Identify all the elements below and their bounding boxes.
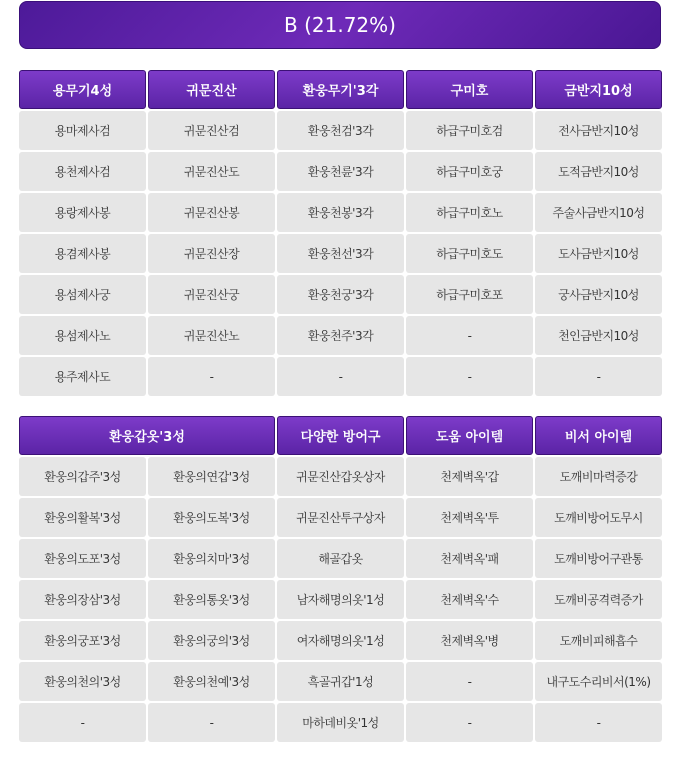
table-header: 환웅갑옷'3성 [19,416,275,455]
table-cell: 도사금반지10성 [535,234,662,273]
table-cell: - [406,662,533,701]
table-cell: 환웅천주'3각 [277,316,404,355]
table-cell: 용천제사검 [19,152,146,191]
table-cell: 환웅의궁포'3성 [19,621,146,660]
table-cell: 귀문진산장 [148,234,275,273]
table-cell: 용겸제사봉 [19,234,146,273]
table-cell: 귀문진산투구상자 [277,498,404,537]
table-cell: 천제벽옥'갑 [406,457,533,496]
table-cell: 천제벽옥'투 [406,498,533,537]
table-cell: 궁사금반지10성 [535,275,662,314]
table-cell: 천제벽옥'병 [406,621,533,660]
table-cell: 환웅천륜'3각 [277,152,404,191]
table-cell: 천제벽옥'수 [406,580,533,619]
table-cell: 환웅의도포'3성 [19,539,146,578]
item-table-weapons [19,70,662,396]
table-cell: 천인금반지10성 [535,316,662,355]
table-header: 도움 아이템 [406,416,533,455]
table-cell: 도깨비공격력증가 [535,580,662,619]
table-cell: 환웅천궁'3각 [277,275,404,314]
table-cell: 도깨비피해흡수 [535,621,662,660]
table-cell: 하급구미호포 [406,275,533,314]
tier-banner: B (21.72%) [19,1,661,49]
table-cell: - [535,357,662,396]
table-header: 다양한 방어구 [277,416,404,455]
table-cell: 해골갑옷 [277,539,404,578]
table-cell: 용섬제사궁 [19,275,146,314]
table-header: 비서 아이템 [535,416,662,455]
table-cell: 하급구미호노 [406,193,533,232]
table-cell: 하급구미호궁 [406,152,533,191]
table-cell: 내구도수리비서(1%) [535,662,662,701]
table-cell: 환웅의궁의'3성 [148,621,275,660]
table-cell: 용주제사도 [19,357,146,396]
table-header: 금반지10성 [535,70,662,109]
table-header: 환웅무기'3각 [277,70,404,109]
table-header: 구미호 [406,70,533,109]
table-cell: 천제벽옥'패 [406,539,533,578]
table-cell: 귀문진산봉 [148,193,275,232]
table-cell: 귀문진산노 [148,316,275,355]
table-cell: 환웅천선'3각 [277,234,404,273]
table-cell: 환웅의치마'3성 [148,539,275,578]
table-cell: 환웅의통옷'3성 [148,580,275,619]
table-cell: 귀문진산갑옷상자 [277,457,404,496]
table-cell: - [148,703,275,742]
table-cell: - [406,357,533,396]
table-cell: 환웅천검'3각 [277,111,404,150]
table-cell: 주술사금반지10성 [535,193,662,232]
table-cell: 용마제사검 [19,111,146,150]
table-cell: 마하데비옷'1성 [277,703,404,742]
table-cell: 환웅의연갑'3성 [148,457,275,496]
table-cell: 도깨비마력증강 [535,457,662,496]
table-cell: 귀문진산궁 [148,275,275,314]
table-cell: - [277,357,404,396]
table-cell: - [19,703,146,742]
table-cell: 환웅의장삼'3성 [19,580,146,619]
table-cell: - [406,316,533,355]
table-cell: 환웅의천의'3성 [19,662,146,701]
table-cell: 도적금반지10성 [535,152,662,191]
table-cell: 하급구미호도 [406,234,533,273]
table-cell: - [406,703,533,742]
table-cell: 도깨비방어구관통 [535,539,662,578]
table-cell: 하급구미호검 [406,111,533,150]
table-cell: 환웅의갑주'3성 [19,457,146,496]
table-cell: 도깨비방어도무시 [535,498,662,537]
table-cell: 귀문진산도 [148,152,275,191]
item-table-armor [19,416,662,742]
table-cell: 환웅의도복'3성 [148,498,275,537]
table-cell: - [148,357,275,396]
table-cell: 환웅의천예'3성 [148,662,275,701]
table-cell: 흑골귀갑'1성 [277,662,404,701]
table-cell: 남자해명의옷'1성 [277,580,404,619]
table-cell: 전사금반지10성 [535,111,662,150]
table-header: 귀문진산 [148,70,275,109]
table-header: 용무기4성 [19,70,146,109]
table-cell: 여자해명의옷'1성 [277,621,404,660]
table-cell: 환웅의활복'3성 [19,498,146,537]
table-cell: 용섬제사노 [19,316,146,355]
table-cell: 용랑제사봉 [19,193,146,232]
table-cell: - [535,703,662,742]
table-cell: 환웅천봉'3각 [277,193,404,232]
table-cell: 귀문진산검 [148,111,275,150]
